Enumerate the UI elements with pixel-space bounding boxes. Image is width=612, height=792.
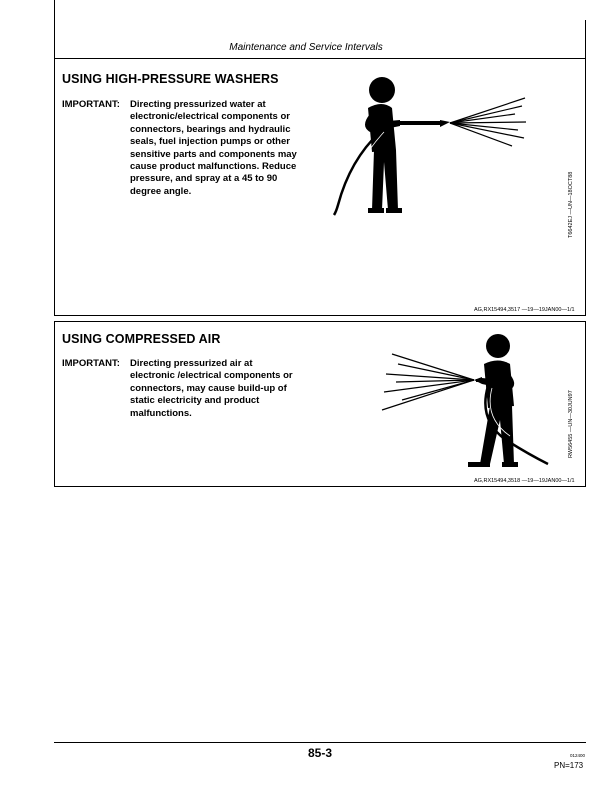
- footer-rule: [54, 742, 586, 743]
- text-line: connectors, may cause build-up of: [130, 382, 287, 394]
- text-line: Directing pressurized air at: [130, 358, 253, 369]
- section-title-compressed-air: USING COMPRESSED AIR: [62, 332, 221, 346]
- footer-pn: PN=173: [554, 761, 584, 770]
- footer-doc-code: 012400: [570, 753, 586, 758]
- image-code-washers: T6642EJ —UN—18OCT88: [568, 171, 574, 238]
- text-line: connectors, bearings and hydraulic: [130, 123, 291, 135]
- text-line: degree angle.: [130, 185, 192, 197]
- page-header-title: Maintenance and Service Intervals: [229, 42, 383, 53]
- image-code-air: RW56455 —UN—30JUN97: [568, 390, 574, 458]
- text-line: sensitive parts and components may: [130, 148, 297, 160]
- text-line: pressure, and spray at a 45 to 90: [130, 173, 278, 185]
- text-line: cause product malfunctions. Reduce: [130, 161, 297, 173]
- ref-code-air: AG,RX15494,3518 —19—19JAN00—1/1: [474, 478, 575, 484]
- page-number: 85-3: [308, 746, 333, 760]
- person-pressure-washer-icon: [330, 70, 530, 220]
- ref-code-washers: AG,RX15494,3517 —19—19JAN00—1/1: [474, 307, 575, 313]
- text-line: malfunctions.: [130, 407, 192, 419]
- person-compressed-air-icon: [378, 330, 558, 470]
- important-text-air: [130, 358, 320, 420]
- text-line: static electricity and product: [130, 395, 260, 407]
- important-label-air: IMPORTANT:: [62, 358, 120, 369]
- text-line: electronic /electrical components or: [130, 370, 293, 382]
- important-label-washers: IMPORTANT:: [62, 99, 120, 110]
- section-title-washers: USING HIGH-PRESSURE WASHERS: [62, 72, 279, 86]
- important-text-washers: [130, 99, 320, 198]
- text-line: seals, fuel injection pumps or other: [130, 136, 290, 148]
- text-line: Directing pressurized water at: [130, 99, 266, 110]
- text-line: electronic/electrical components or: [130, 111, 290, 123]
